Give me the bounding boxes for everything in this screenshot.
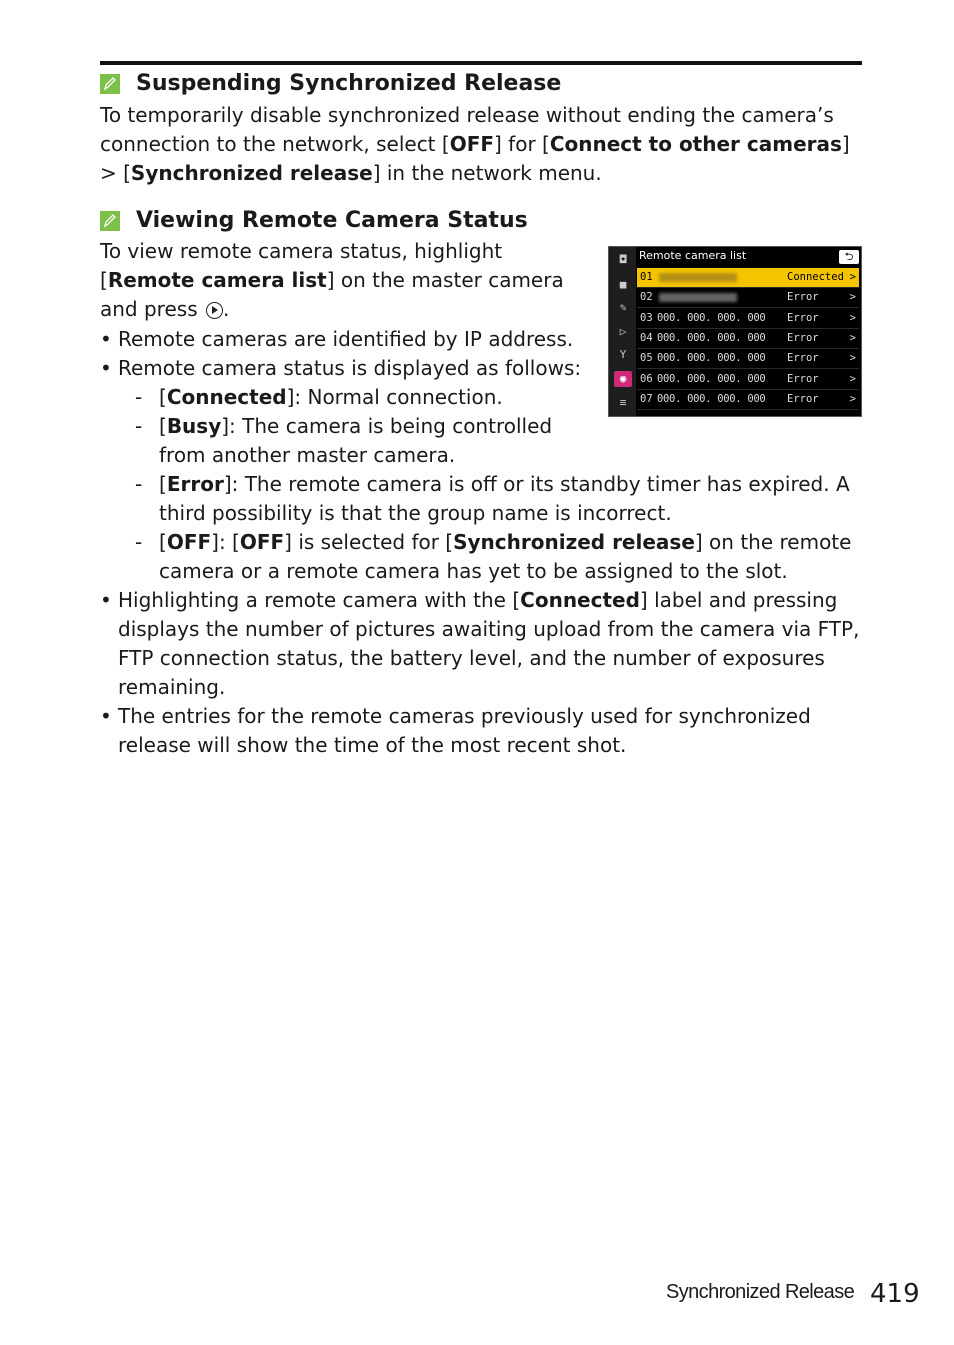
list-item: • Remote camera status is displayed as follows: - [Connected]: Normal connection. - [Busy]: The camera is being controlled from another master camera. - [Error]: The remote camera is off or its standby timer has expired. A third possibility is that the group name is incorrect. - [OFF]: [OFF] is selected for [Synchronized release] on the remote camera or a remote camera has yet to be assigned to the slot.	[100, 354, 860, 586]
chevron-right-icon: >	[849, 291, 856, 304]
row-address: 000. 000. 000. 000	[657, 392, 766, 405]
chevron-right-icon: >	[849, 331, 856, 344]
status-connected-item: - [Connected]: Normal connection.	[135, 385, 503, 409]
row-status: Error	[787, 331, 819, 344]
status-error-item: - [Error]: The remote camera is off or its standby timer has expired. A third possibility is that the group name is incorrect.	[135, 472, 850, 525]
heading-text: Viewing Remote Camera Status	[136, 208, 528, 233]
camera-list-row	[637, 370, 859, 390]
chevron-right-icon: >	[849, 271, 856, 283]
status-busy-item: - [Busy]: The camera is being controlled from another master camera.	[135, 414, 553, 467]
row-number: 06	[640, 372, 653, 385]
row-status: Error	[787, 291, 819, 304]
photo-shooting-menu-icon: ◘	[619, 253, 627, 266]
chevron-right-icon: >	[849, 392, 856, 405]
list-item: • The entries for the remote cameras previously used for synchronized release will show the time of the most recent shot.	[100, 702, 860, 760]
row-number: 04	[640, 331, 653, 344]
row-number: 07	[640, 392, 653, 405]
camera-screen-screenshot	[608, 246, 862, 417]
intro-paragraph: To view remote camera status, highlight [Remote camera list] on the master camera and press .	[100, 239, 564, 321]
list-item: • Highlighting a remote camera with the [Connected] label and pressing displays the number of pictures awaiting upload from the camera via FTP, FTP connection status, the battery level, and the number of exposures remaining.	[100, 586, 860, 702]
row-number: 03	[640, 311, 653, 324]
status-off-item: - [OFF]: [OFF] is selected for [Synchronized release] on the remote camera or a remote camera has yet to be assigned to the slot.	[135, 530, 852, 583]
screen-title: Remote camera list	[639, 249, 747, 262]
blurred-address	[659, 293, 737, 302]
camera-list-row	[637, 268, 859, 288]
camera-list-row	[637, 349, 859, 369]
page-number: 419	[870, 1279, 920, 1309]
section-heading-suspending	[100, 70, 561, 98]
network-menu-icon: ◉	[614, 371, 632, 387]
row-address: 000. 000. 000. 000	[657, 331, 766, 344]
camera-list-row	[637, 329, 859, 349]
row-status: Error	[787, 311, 819, 324]
camera-list-row	[637, 309, 859, 329]
menu-sidebar	[609, 247, 636, 417]
setup-wrench-icon: Y	[619, 348, 627, 361]
row-address: 000. 000. 000. 000	[657, 372, 766, 385]
row-address: 000. 000. 000. 000	[657, 311, 766, 324]
section-heading-remote-status	[100, 207, 528, 235]
camera-list-row	[637, 390, 859, 410]
note-pencil-icon	[100, 211, 120, 231]
blurred-address	[659, 273, 737, 282]
chevron-right-icon: >	[849, 372, 856, 385]
row-address: 000. 000. 000. 000	[657, 352, 766, 365]
row-number: 05	[640, 352, 653, 365]
row-status: Error	[787, 372, 819, 385]
heading-text: Suspending Synchronized Release	[136, 71, 562, 96]
running-footer-title: Synchronized Release	[666, 1281, 855, 1303]
list-item: • Remote cameras are identified by IP address.	[100, 325, 860, 354]
row-number: 02	[640, 291, 653, 304]
suspending-paragraph: To temporarily disable synchronized release without ending the camera’s connection to the network, select [OFF] for [Connect to other cameras] > [Synchronized release] in the network menu.	[100, 103, 850, 185]
camera-list-row	[637, 288, 859, 308]
row-status: Connected	[787, 271, 844, 283]
row-status: Error	[787, 392, 819, 405]
back-icon: ⮌	[839, 250, 859, 264]
my-menu-icon: ≡	[619, 396, 627, 409]
playback-menu-icon: ▷	[619, 325, 627, 338]
note-pencil-icon	[100, 74, 120, 94]
custom-settings-pencil-icon: ✎	[619, 301, 627, 314]
video-recording-menu-icon: ■	[619, 278, 627, 291]
multi-selector-right-icon	[206, 302, 223, 319]
top-rule	[100, 61, 862, 65]
row-number: 01	[640, 271, 653, 283]
chevron-right-icon: >	[849, 352, 856, 365]
row-status: Error	[787, 352, 819, 365]
chevron-right-icon: >	[849, 311, 856, 324]
